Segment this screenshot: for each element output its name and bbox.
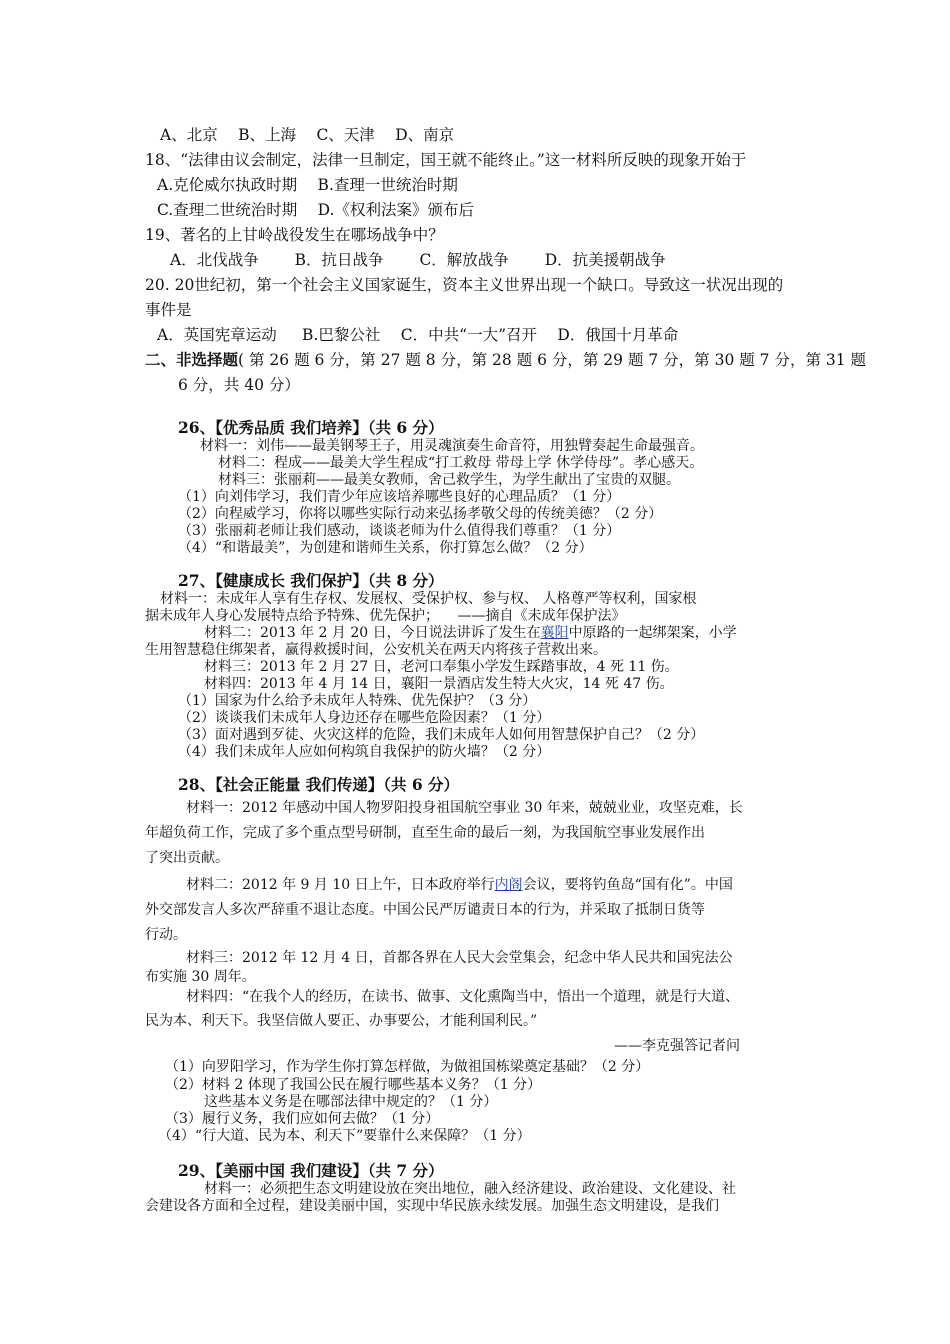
q20-stem-line1: 20. 20世纪初，第一个社会主义国家诞生，资本主义世界出现一个缺口。导致这一状况出现的 xyxy=(145,276,784,294)
q27-question-2: （2）谈谈我们未成年人身边还存在哪些危险因素？（1 分） xyxy=(178,710,551,726)
q28-material-4a: 材料四：“在我个人的经历，在读书、做事、文化熏陶当中，悟出一个道理，就是行大道、 xyxy=(186,989,740,1005)
q28-material-1a: 材料一：2012 年感动中国人物罗阳投身祖国航空事业 30 年来，兢兢业业，攻坚克难，长 xyxy=(186,800,743,816)
q27-material-1a: 材料一：未成年人享有生存权、发展权、受保护权、参与权、 人格尊严等权利，国家根 xyxy=(160,591,697,607)
section2-heading xyxy=(145,350,866,370)
q28-material-3b: 布实施 30 周年。 xyxy=(145,969,256,985)
q28-material-1c: 了突出贡献。 xyxy=(145,850,229,866)
section2-title: 二、非选择题 xyxy=(145,350,239,369)
q28-material-4b: 民为本、利天下。我坚信做人要正、办事要公，才能利国利民。” xyxy=(145,1013,538,1029)
q28-material-3a: 材料三：2012 年 12 月 4 日，首都各界在人民大会堂集会，纪念中华人民共和国宪法公 xyxy=(186,950,733,966)
q18-options-cd: C.查理二世统治时期 D.《权利法案》颁布后 xyxy=(157,201,474,219)
q29-material-1b: 会建设各方面和全过程，建设美丽中国，实现中华民族永续发展。加强生态文明建设，是我们 xyxy=(145,1198,719,1214)
cabinet-link[interactable]: 内阁 xyxy=(494,877,523,893)
q18-options-ab: A.克伦威尔执政时期 B.查理一世统治时期 xyxy=(157,176,458,194)
q17-options: A、北京 B、上海 C、天津 D、南京 xyxy=(160,126,455,144)
q26-material-1: 材料一：刘伟——最美钢琴王子，用灵魂演奏生命音符，用独臂奏起生命最强音。 xyxy=(200,438,704,454)
q26-title: 26、【优秀品质 我们培养】（共 6 分） xyxy=(178,418,444,437)
q28-question-4: （4）“行大道、民为本、利天下”要靠什么来保障？（1 分） xyxy=(158,1128,531,1144)
q27-material-2b: 生用智慧稳住绑架者，赢得救援时间，公安机关在两天内将孩子营救出来。 xyxy=(145,642,607,658)
q18-stem: 18、“法律由议会制定，法律一旦制定，国王就不能终止。”这一材料所反映的现象开始于 xyxy=(145,151,747,169)
q29-material-1a: 材料一：必须把生态文明建设放在突出地位，融入经济建设、政治建设、文化建设、社 xyxy=(204,1181,736,1197)
q27-material-2a-start: 材料二：2013 年 2 月 20 日，今日说法讲诉了发生在 xyxy=(204,625,541,641)
q28-title: 28、【社会正能量 我们传递】（共 6 分） xyxy=(178,775,460,794)
q28-question-3: （3）履行义务，我们应如何去做？（1 分） xyxy=(165,1111,440,1127)
q28-material-2c: 行动。 xyxy=(145,927,187,943)
q27-material-2a-end: 中原路的一起绑架案，小学 xyxy=(568,625,737,641)
q26-question-1: （1）向刘伟学习，我们青少年应该培养哪些良好的心理品质？（1 分） xyxy=(178,489,621,505)
q28-question-2: （2）材料 2 体现了我国公民在履行哪些基本义务？（1 分） xyxy=(165,1077,542,1093)
q26-material-3: 材料三：张丽莉——最美女教师，舍己救学生，为学生献出了宝贵的双腿。 xyxy=(218,472,680,488)
q28-question-1: （1）向罗阳学习，作为学生你打算怎样做，为做祖国栋梁奠定基础？（2 分） xyxy=(165,1059,650,1075)
q20-options: A．英国宪章运动 B.巴黎公社 C．中共“一大”召开 D．俄国十月革命 xyxy=(157,326,679,344)
q26-material-2: 材料二：程成——最美大学生程成“打工救母 带母上学 休学侍母”。孝心感天。 xyxy=(218,455,704,471)
q27-question-4: （4）我们未成年人应如何构筑自我保护的防火墙？（2 分） xyxy=(178,744,551,760)
q28-material-1b: 年超负荷工作，完成了多个重点型号研制，直至生命的最后一刻，为我国航空事业发展作出 xyxy=(145,825,705,841)
q19-options: A．北伐战争 B．抗日战争 C．解放战争 D．抗美援朝战争 xyxy=(170,251,666,269)
q28-material-4-source: ——李克强答记者问 xyxy=(614,1038,740,1054)
q19-stem: 19、著名的上甘岭战役发生在哪场战争中？ xyxy=(145,226,444,244)
q27-title: 27、【健康成长 我们保护】（共 8 分） xyxy=(178,571,444,590)
xiangyang-link[interactable]: 襄阳 xyxy=(540,625,569,641)
section2-score-note-line2: 6 分，共 40 分） xyxy=(178,376,300,394)
q26-question-4: （4）“和谐最美”，为创建和谐师生关系，你打算怎么做？（2 分） xyxy=(178,540,593,556)
q27-material-1b: 据未成年人身心发展特点给予特殊、优先保护； ——摘自《未成年保护法》 xyxy=(145,608,626,624)
q29-title: 29、【美丽中国 我们建设】（共 7 分） xyxy=(178,1161,444,1180)
q28-material-2a-end: 会议，要将钓鱼岛“国有化”。中国 xyxy=(522,877,733,893)
q27-question-3: （3）面对遇到歹徒、火灾这样的危险，我们未成年人如何用智慧保护自己？（2 分） xyxy=(178,727,705,743)
q27-material-2a xyxy=(204,625,737,642)
q26-question-3: （3）张丽莉老师让我们感动，谈谈老师为什么值得我们尊重？（1 分） xyxy=(178,523,621,539)
q27-question-1: （1）国家为什么给予未成年人特殊、优先保护？（3 分） xyxy=(178,693,537,709)
q28-material-2a xyxy=(186,877,733,894)
q27-material-3: 材料三：2013 年 2 月 27 日，老河口奉集小学发生踩踏事故，4 死 11 伤。 xyxy=(204,659,679,675)
q28-material-2b: 外交部发言人多次严辞重不退让态度。中国公民严厉谴责日本的行为，并采取了抵制日货等 xyxy=(145,902,705,918)
q28-material-2a-start: 材料二：2012 年 9 月 10 日上午，日本政府举行 xyxy=(186,877,495,893)
q26-question-2: （2）向程威学习，你将以哪些实际行动来弘扬孝敬父母的传统美德？（2 分） xyxy=(178,506,663,522)
q28-question-2b: 这些基本义务是在哪部法律中规定的？（1 分） xyxy=(204,1094,498,1110)
q27-material-4: 材料四：2013 年 4 月 14 日，襄阳一景酒店发生特大火灾，14 死 47 伤。 xyxy=(204,676,674,692)
q20-stem-line2: 事件是 xyxy=(145,301,192,319)
section2-score-note: ( 第 26 题 6 分，第 27 题 8 分，第 28 题 6 分，第 29 题 7 分，第 30 题 7 分，第 31 题 xyxy=(238,351,867,369)
